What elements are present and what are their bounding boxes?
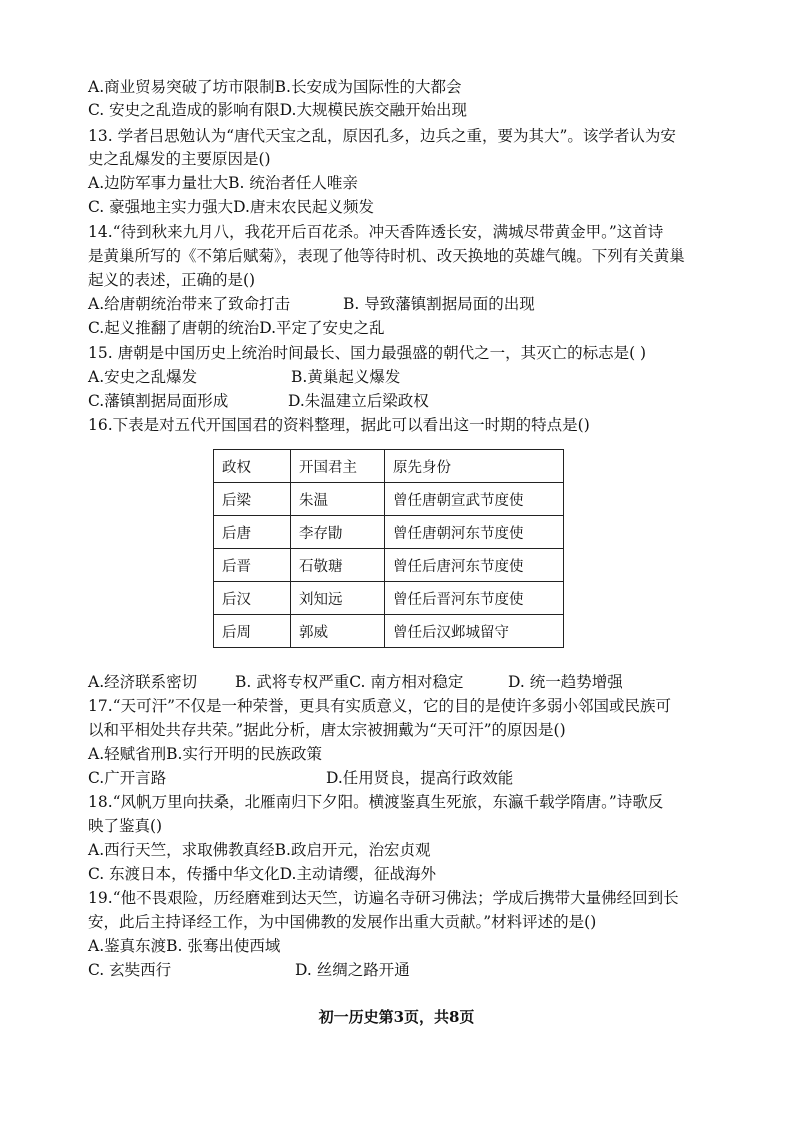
table-row (214, 582, 564, 615)
q14-stem-line2: 是黄巢所写的《不第后赋菊》，表现了他等待时机、改天换地的英雄气魄。下列有关黄巢 (88, 247, 685, 265)
q18-options-cd: C. 东渡日本，传播中华文化D.主动请缨，征战海外 (88, 865, 436, 883)
table-header-cell: 政权 (214, 450, 291, 483)
q13-stem-line1: 13. 学者吕思勉认为“唐代天宝之乱，原因孔多，边兵之重，要为其大”。该学者认为安 (88, 127, 676, 145)
page-footer: 初一历史第3页，共8页 (318, 1008, 475, 1026)
q19-stem-line2: 安，此后主持译经工作，为中国佛教的发展作出重大贡献。”材料评述的是() (88, 913, 597, 931)
q14-option-a: A.给唐朝统治带来了致命打击 (88, 295, 291, 313)
q15-options-ab (88, 366, 708, 389)
table-cell: 曾任后唐河东节度使 (385, 549, 564, 582)
q17-options-cd (88, 767, 708, 790)
q19-options-cd (88, 959, 708, 982)
table-cell: 朱温 (291, 483, 385, 516)
table-header-cell: 原先身份 (385, 450, 564, 483)
table-cell: 刘知远 (291, 582, 385, 615)
table-header-cell: 开国君主 (291, 450, 385, 483)
table-row (214, 483, 564, 516)
table-cell: 曾任唐朝河东节度使 (385, 516, 564, 549)
q18-options-ab: A.西行天竺，求取佛教真经B.政启开元，治宏贞观 (88, 841, 431, 859)
q12-options-ab: A.商业贸易突破了坊市限制B.长安成为国际性的大都会 (88, 78, 462, 96)
q16-option-bc: B. 武将专权严重C. 南方相对稳定 (235, 673, 464, 691)
q16-options (88, 671, 708, 694)
q14-options-ab (88, 293, 708, 316)
q17-option-c: C.广开言路 (88, 769, 167, 787)
q19-options-ab: A.鉴真东渡B. 张骞出使西域 (88, 937, 281, 955)
table-header-row (214, 450, 564, 483)
table-cell: 后周 (214, 615, 291, 648)
q17-stem-line1: 17.“天可汗”不仅是一种荣誉，更具有实质意义，它的目的是使许多弱小邻国或民族可 (88, 697, 672, 715)
five-dynasties-table (213, 449, 564, 648)
q19-option-c: C. 玄奘西行 (88, 961, 172, 979)
q15-option-c: C.藩镇割据局面形成 (88, 392, 229, 410)
table-cell: 后梁 (214, 483, 291, 516)
table-cell: 曾任唐朝宣武节度使 (385, 483, 564, 516)
q17-stem-line2: 以和平相处共存共荣。”据此分析，唐太宗被拥戴为“天可汗”的原因是() (88, 721, 566, 739)
q13-stem-line2: 史之乱爆发的主要原因是() (88, 150, 271, 168)
q16-stem: 16.下表是对五代开国国君的资料整理，据此可以看出这一时期的特点是() (88, 416, 590, 434)
table-cell: 石敬瑭 (291, 549, 385, 582)
q19-option-d: D. 丝绸之路开通 (295, 961, 410, 979)
q16-option-a: A.经济联系密切 (88, 673, 198, 691)
q14-option-b: B. 导致藩镇割据局面的出现 (343, 295, 535, 313)
q14-stem-line1: 14.“待到秋来九月八，我花开后百花杀。冲天香阵透长安，满城尽带黄金甲。”这首诗 (88, 223, 664, 241)
table-cell: 后晋 (214, 549, 291, 582)
table-cell: 后汉 (214, 582, 291, 615)
table-cell: 后唐 (214, 516, 291, 549)
q14-stem-line3: 起义的表述，正确的是() (88, 271, 256, 289)
q14-options-cd: C.起义推翻了唐朝的统治D.平定了安史之乱 (88, 319, 385, 337)
q16-option-d: D. 统一趋势增强 (508, 673, 623, 691)
table-cell: 郭威 (291, 615, 385, 648)
q13-options-cd: C. 豪强地主实力强大D.唐末农民起义频发 (88, 198, 374, 216)
q15-options-cd (88, 390, 708, 413)
q12-options-cd: C. 安史之乱造成的影响有限D.大规模民族交融开始出现 (88, 101, 467, 119)
q15-option-d: D.朱温建立后梁政权 (288, 392, 429, 410)
table-cell: 曾任后晋河东节度使 (385, 582, 564, 615)
q15-stem: 15. 唐朝是中国历史上统治时间最长、国力最强盛的朝代之一，其灭亡的标志是( ) (88, 344, 647, 362)
q13-options-ab: A.边防军事力量壮大B. 统治者任人唯亲 (88, 174, 358, 192)
table-cell: 曾任后汉邺城留守 (385, 615, 564, 648)
q17-option-d: D.任用贤良，提高行政效能 (326, 769, 514, 787)
q17-options-ab: A.轻赋省刑B.实行开明的民族政策 (88, 745, 322, 763)
table-cell: 李存勖 (291, 516, 385, 549)
table-row (214, 549, 564, 582)
q19-stem-line1: 19.“他不畏艰险，历经磨难到达天竺，访遍名寺研习佛法；学成后携带大量佛经回到长 (88, 889, 679, 907)
q15-option-b: B.黄巢起义爆发 (291, 368, 401, 386)
table-row (214, 516, 564, 549)
q18-stem-line2: 映了鉴真() (88, 817, 163, 835)
q15-option-a: A.安史之乱爆发 (88, 368, 198, 386)
table-row (214, 615, 564, 648)
q18-stem-line1: 18.“风帆万里向扶桑，北雁南归下夕阳。横渡鉴真生死旅，东瀛千载学隋唐。”诗歌反 (88, 793, 664, 811)
